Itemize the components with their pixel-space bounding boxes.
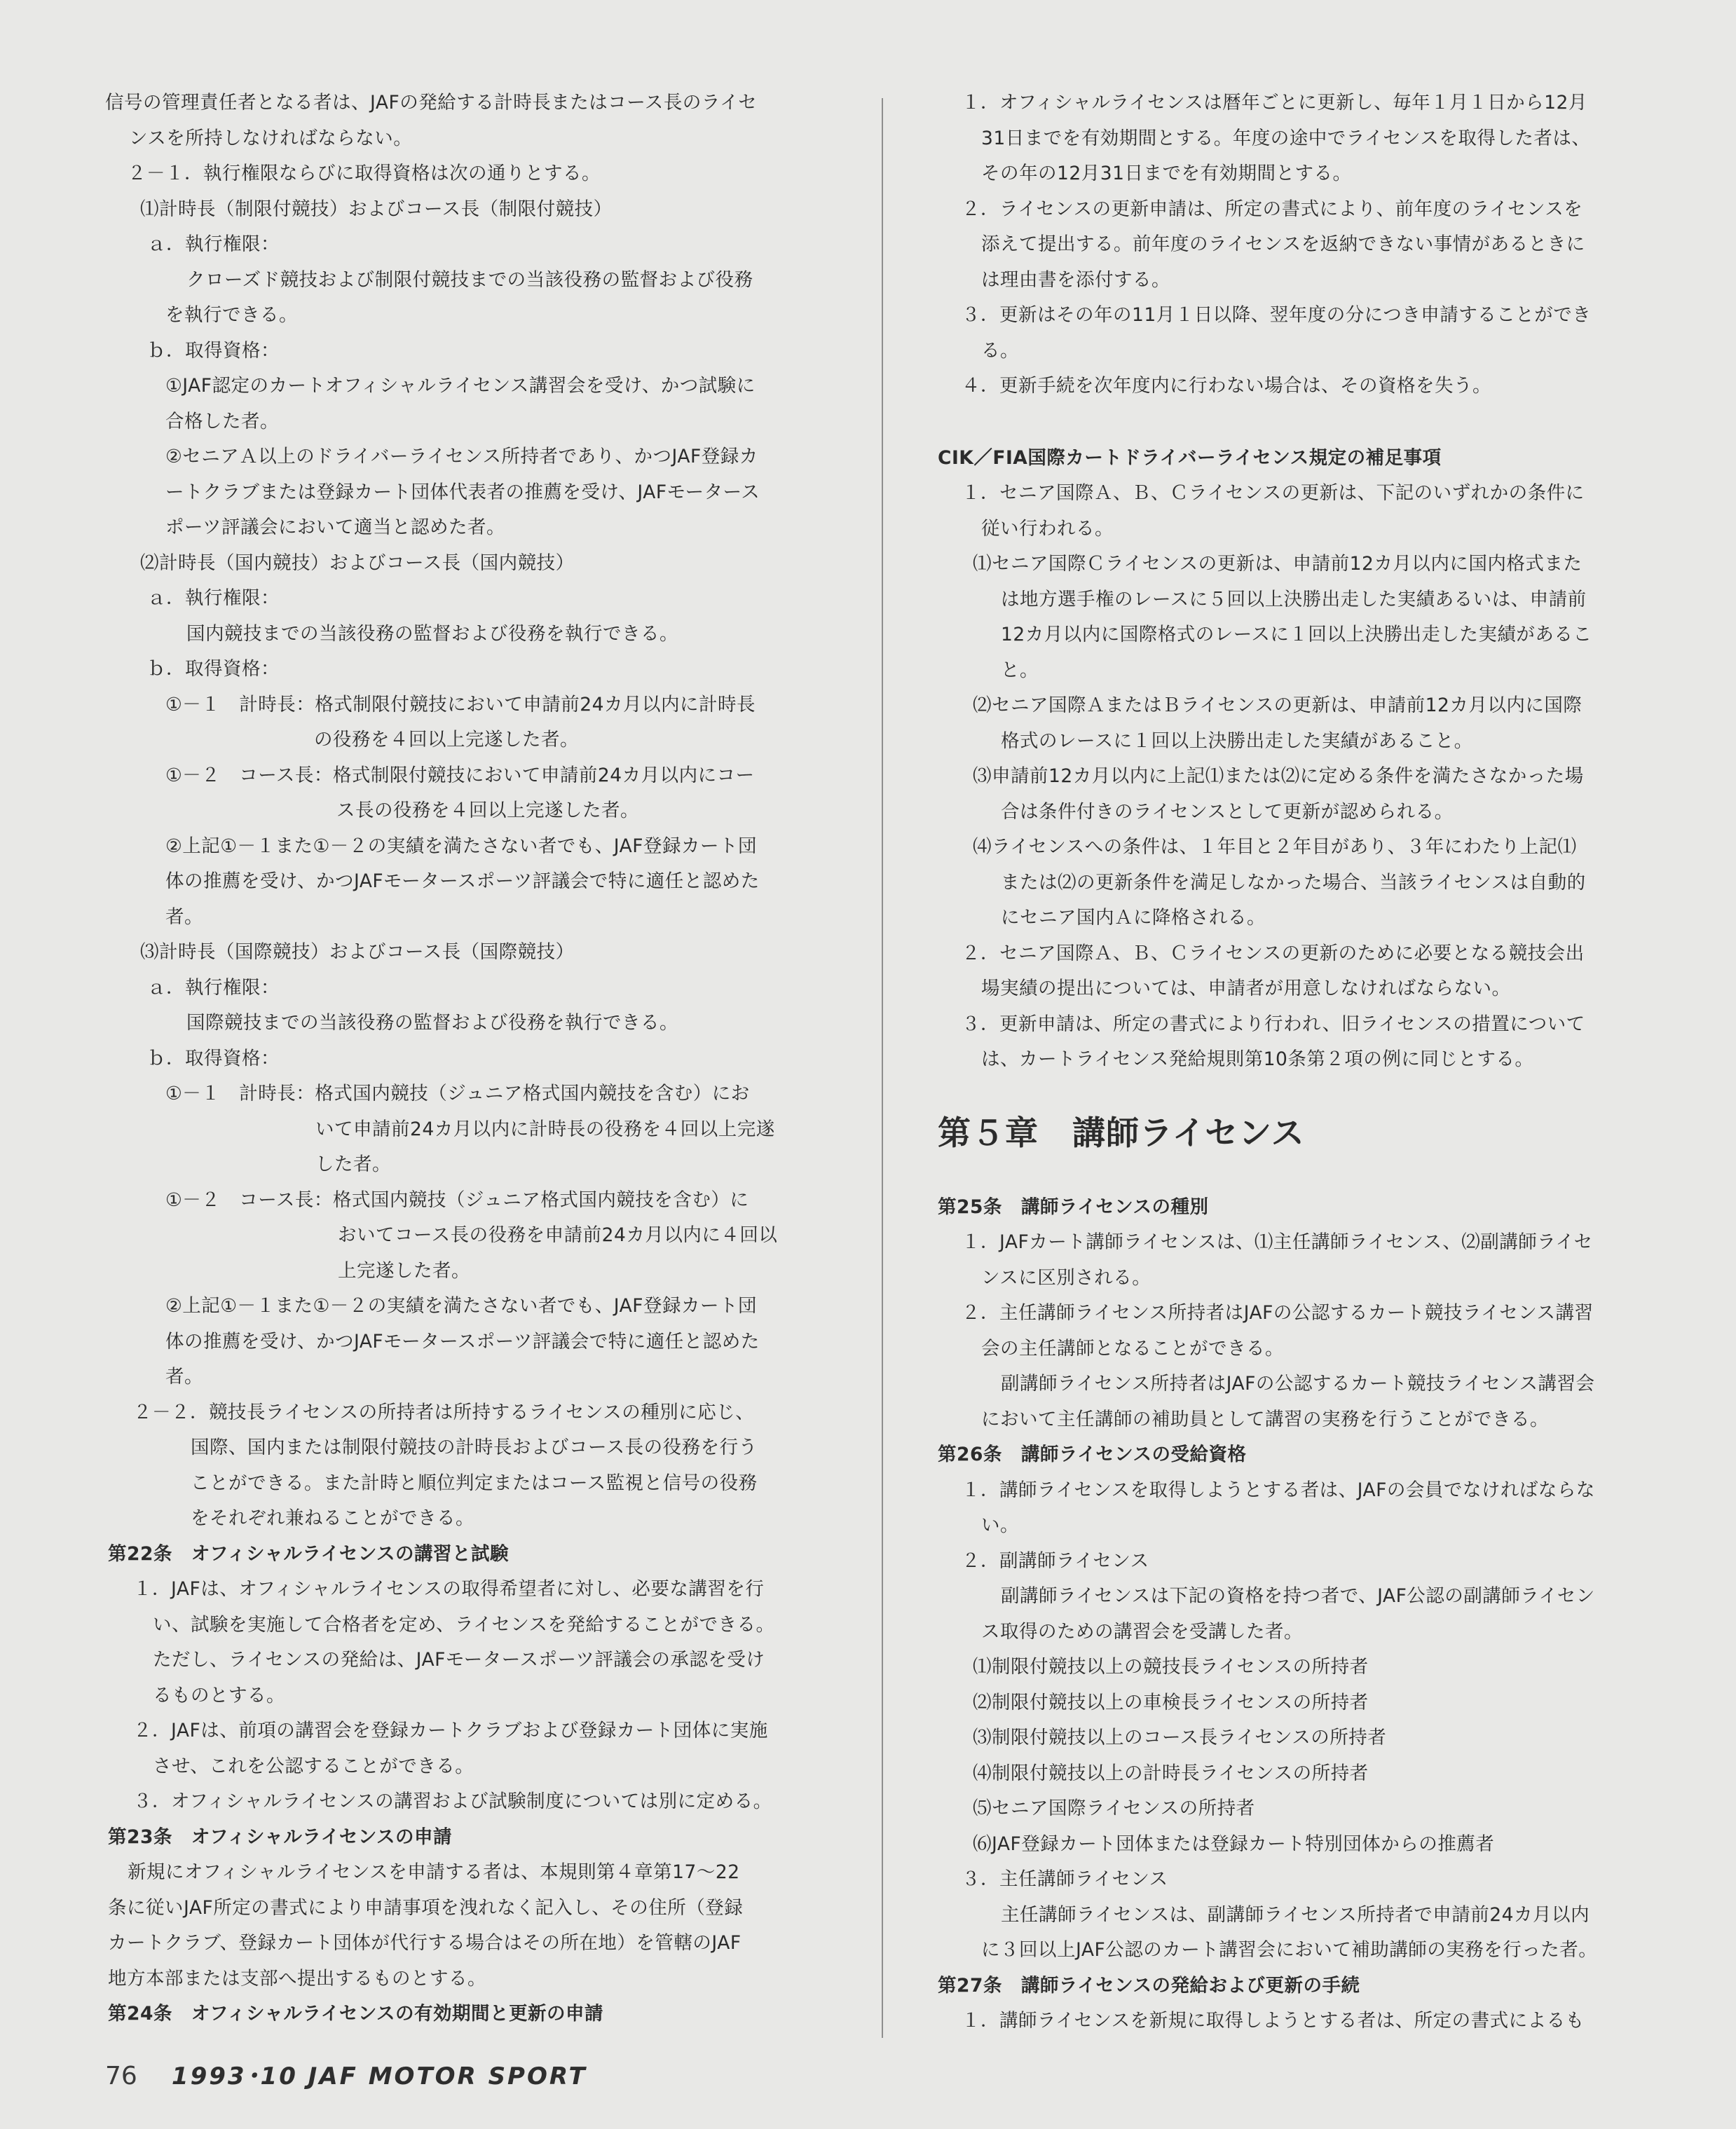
spacer	[938, 404, 1643, 441]
text-line: 体の推薦を受け、かつJAFモータースポーツ評議会で特に適任と認めた	[165, 1330, 760, 1353]
text-line: ②上記①－１また①－２の実績を満たさない者でも、JAF登録カート団	[165, 835, 757, 857]
text-line: その年の12月31日までを有効期間とする。	[981, 163, 1352, 184]
text-line: ２－１．執行権限ならびに取得資格は次の通りとする。	[128, 163, 601, 184]
text-line: るものとする。	[153, 1684, 285, 1706]
text-line: ①－１ 計時長：格式国内競技（ジュニア格式国内競技を含む）にお	[165, 1083, 750, 1104]
text-line: 体の推薦を受け、かつJAFモータースポーツ評議会で特に適任と認めた	[165, 870, 760, 892]
text-line: ⑶申請前12カ月以内に上記⑴または⑵に定める条件を満たさなかった場	[973, 765, 1584, 787]
text-line: １．セニア国際Ａ、Ｂ、Ｃライセンスの更新は、下記のいずれかの条件に	[962, 482, 1585, 504]
text-line: 場実績の提出については、申請者が用意しなければならない。	[981, 978, 1511, 999]
text-line: い、試験を実施して合格者を定め、ライセンスを発給することができる。	[153, 1613, 775, 1636]
article-heading: 第26条 講師ライセンスの受給資格	[938, 1444, 1247, 1465]
text-line: いて申請前24カ月以内に計時長の役務を４回以上完遂	[315, 1118, 775, 1140]
text-line: ②上記①－１また①－２の実績を満たさない者でも、JAF登録カート団	[165, 1295, 757, 1317]
text-line: ス取得のための講習会を受講した者。	[981, 1620, 1303, 1643]
text-line: 合格した者。	[165, 410, 279, 432]
text-line: ⑵計時長（国内競技）およびコース長（国内競技）	[140, 552, 575, 574]
text-line: ス長の役務を４回以上完遂した者。	[336, 800, 639, 821]
text-line: ⑵制限付競技以上の車検長ライセンスの所持者	[973, 1691, 1369, 1713]
text-line: 国内競技までの当該役務の監督および役務を執行できる。	[186, 622, 678, 645]
article-heading: 第27条 講師ライセンスの発給および更新の手続	[938, 1974, 1360, 1997]
text-line: ｂ．取得資格：	[147, 339, 280, 362]
text-line: １．オフィシャルライセンスは暦年ごとに更新し、毎年１月１日から12月	[962, 92, 1587, 114]
text-line: ンスに区別される。	[981, 1266, 1151, 1289]
text-line: ただし、ライセンスの発給は、JAFモータースポーツ評議会の承認を受け	[153, 1649, 765, 1671]
text-line: ４．更新手続を次年度内に行わない場合は、その資格を失う。	[962, 375, 1491, 397]
text-line: ｂ．取得資格：	[147, 1047, 280, 1069]
text-line: ⑸セニア国際ライセンスの所持者	[973, 1798, 1255, 1819]
text-line: 添えて提出する。前年度のライセンスを返納できない事情があるときに	[981, 233, 1585, 255]
text-line: を執行できる。	[165, 304, 298, 326]
text-line: ポーツ評議会において適当と認めた者。	[165, 516, 505, 538]
text-line: 合は条件付きのライセンスとして更新が認められる。	[1001, 800, 1454, 823]
text-line: ートクラブまたは登録カート団体代表者の推薦を受け、JAFモータース	[165, 481, 760, 503]
text-line: 31日までを有効期間とする。年度の途中でライセンスを取得した者は、	[981, 127, 1591, 149]
text-line: は理由書を添付する。	[981, 268, 1170, 291]
text-line: ⑴セニア国際Ｃライセンスの更新は、申請前12カ月以内に国内格式また	[973, 553, 1583, 575]
text-line: ２．ライセンスの更新申請は、所定の書式により、前年度のライセンスを	[962, 198, 1583, 220]
text-line: 者。	[165, 1366, 203, 1388]
text-line: ２－２．競技長ライセンスの所持者は所持するライセンスの種別に応じ、	[133, 1401, 755, 1423]
text-line: 条に従いJAF所定の書式により申請事項を洩れなく記入し、その住所（登録	[108, 1896, 744, 1919]
text-line: る。	[981, 339, 1019, 362]
text-line: ⑶制限付競技以上のコース長ライセンスの所持者	[973, 1727, 1387, 1748]
spacer	[938, 1078, 1643, 1102]
text-line: ⑹JAF登録カート団体または登録カート特別団体からの推薦者	[973, 1833, 1495, 1855]
text-line: カートクラブ、登録カート団体が代行する場合はその所在地）を管轄のJAF	[108, 1932, 741, 1954]
text-line: ２．セニア国際Ａ、Ｂ、Ｃライセンスの更新のために必要となる競技会出	[962, 942, 1585, 964]
text-line: ａ．執行権限：	[147, 976, 280, 999]
text-line: または⑵の更新条件を満足しなかった場合、当該ライセンスは自動的	[1001, 871, 1586, 894]
text-line: 格式のレースに１回以上決勝出走した実績があること。	[1001, 730, 1473, 752]
page-number: 76	[105, 2062, 137, 2090]
text-line: をそれぞれ兼ねることができる。	[191, 1507, 474, 1529]
text-line: 者。	[165, 905, 203, 928]
text-line: ②セニアＡ以上のドライバーライセンス所持者であり、かつJAF登録カ	[165, 446, 758, 467]
text-line: ①－１ 計時長：格式制限付競技において申請前24カ月以内に計時長	[165, 693, 756, 716]
text-line: ２．主任講師ライセンス所持者はJAFの公認するカート競技ライセンス講習	[962, 1302, 1594, 1324]
text-line: ⑷ライセンスへの条件は、１年目と２年目があり、３年にわたり上記⑴	[973, 836, 1577, 858]
text-line: い。	[981, 1514, 1019, 1536]
text-line: ２．副講師ライセンス	[962, 1549, 1149, 1572]
text-line: にセニア国内Ａに降格される。	[1001, 907, 1266, 929]
text-line: おいてコース長の役務を申請前24カ月以内に４回以	[338, 1224, 778, 1246]
text-line: ⑷制限付競技以上の計時長ライセンスの所持者	[973, 1762, 1369, 1784]
text-line: ａ．執行権限：	[147, 233, 280, 255]
text-line: ３．更新申請は、所定の書式により行われ、旧ライセンスの措置について	[962, 1013, 1585, 1035]
page-footer	[105, 2059, 587, 2094]
text-line: は、カートライセンス発給規則第10条第２項の例に同じとする。	[981, 1048, 1534, 1070]
text-line: ｂ．取得資格：	[147, 658, 280, 680]
text-line: ①－２ コース長：格式国内競技（ジュニア格式国内競技を含む）に	[165, 1189, 749, 1211]
text-line: させ、これを公認することができる。	[153, 1755, 474, 1777]
text-line: ３．オフィシャルライセンスの講習および試験制度については別に定める。	[133, 1791, 772, 1812]
text-line: ａ．執行権限：	[147, 587, 280, 609]
text-line: 12カ月以内に国際格式のレースに１回以上決勝出走した実績があるこ	[1001, 624, 1592, 645]
text-line: １．講師ライセンスを新規に取得しようとする者は、所定の書式によるも	[962, 2010, 1585, 2032]
text-line: は地方選手権のレースに５回以上決勝出走した実績あるいは、申請前	[1001, 588, 1587, 610]
text-line: ①JAF認定のカートオフィシャルライセンス講習会を受け、かつ試験に	[165, 375, 756, 397]
spacer	[938, 1166, 1643, 1190]
text-line: 国際、国内または制限付競技の計時長およびコース長の役務を行う	[191, 1437, 758, 1458]
text-line: ⑶計時長（国際競技）およびコース長（国際競技）	[140, 941, 575, 963]
article-heading: 第22条 オフィシャルライセンスの講習と試験	[108, 1542, 510, 1565]
text-line: １．JAFカート講師ライセンスは、⑴主任講師ライセンス、⑵副講師ライセ	[962, 1231, 1593, 1253]
text-line: ⑴制限付競技以上の競技長ライセンスの所持者	[973, 1656, 1369, 1678]
article-heading: 第23条 オフィシャルライセンスの申請	[108, 1826, 453, 1848]
article-heading: 第25条 講師ライセンスの種別	[938, 1196, 1209, 1218]
text-line: 副講師ライセンスは下記の資格を持つ者で、JAF公認の副講師ライセン	[1001, 1585, 1595, 1607]
text-line: した者。	[315, 1154, 391, 1175]
text-line: ①－２ コース長：格式制限付競技において申請前24カ月以内にコー	[165, 764, 755, 786]
text-line: の役務を４回以上完遂した者。	[314, 729, 579, 751]
right-column	[938, 85, 1643, 2039]
column-divider	[882, 98, 883, 2038]
text-line: 国際競技までの当該役務の監督および役務を執行できる。	[186, 1012, 678, 1034]
text-line: 信号の管理責任者となる者は、JAFの発給する計時長またはコース長のライセ	[105, 92, 758, 114]
text-line: ３．更新はその年の11月１日以降、翌年度の分につき申請することができ	[962, 304, 1592, 326]
text-line: 新規にオフィシャルライセンスを申請する者は、本規則第４章第17～22	[128, 1861, 740, 1883]
text-line: ⑵セニア国際ＡまたはＢライセンスの更新は、申請前12カ月以内に国際	[973, 694, 1583, 716]
text-line: 地方本部または支部へ提出するものとする。	[108, 1967, 486, 1990]
text-line: 主任講師ライセンスは、副講師ライセンス所持者で申請前24カ月以内	[1001, 1903, 1590, 1926]
text-line: １．JAFは、オフィシャルライセンスの取得希望者に対し、必要な講習を行	[133, 1578, 765, 1600]
text-line: １．講師ライセンスを取得しようとする者は、JAFの会員でなければならな	[962, 1479, 1595, 1501]
text-line: ⑴計時長（制限付競技）およびコース長（制限付競技）	[140, 198, 613, 220]
text-line: 副講師ライセンス所持者はJAFの公認するカート競技ライセンス講習会	[1001, 1373, 1595, 1395]
article-heading: 第24条 オフィシャルライセンスの有効期間と更新の申請	[108, 2003, 604, 2025]
text-line: に３回以上JAF公認のカート講習会において補助講師の実務を行った者。	[981, 1939, 1598, 1961]
text-line: クローズド競技および制限付競技までの当該役務の監督および役務	[186, 268, 753, 291]
publication-title: 1993･10 JAF MOTOR SPORT	[171, 2062, 587, 2090]
text-line: ２．JAFは、前項の講習会を登録カートクラブおよび登録カート団体に実施	[133, 1720, 768, 1741]
text-line: において主任講師の補助員として講習の実務を行うことができる。	[981, 1408, 1549, 1430]
chapter-heading: 第５章 講師ライセンス	[938, 1114, 1305, 1153]
text-line: 上完遂した者。	[338, 1259, 470, 1282]
text-line: ンスを所持しなければならない。	[129, 127, 413, 149]
text-line: ３．主任講師ライセンス	[962, 1868, 1168, 1890]
text-line: ことができる。また計時と順位判定またはコース監視と信号の役務	[191, 1472, 758, 1494]
text-line: と。	[1001, 659, 1039, 681]
text-line: 従い行われる。	[981, 517, 1114, 540]
article-heading: CIK／FIA国際カートドライバーライセンス規定の補足事項	[938, 446, 1442, 469]
left-column	[105, 85, 820, 2032]
text-line: 会の主任講師となることができる。	[981, 1337, 1284, 1360]
